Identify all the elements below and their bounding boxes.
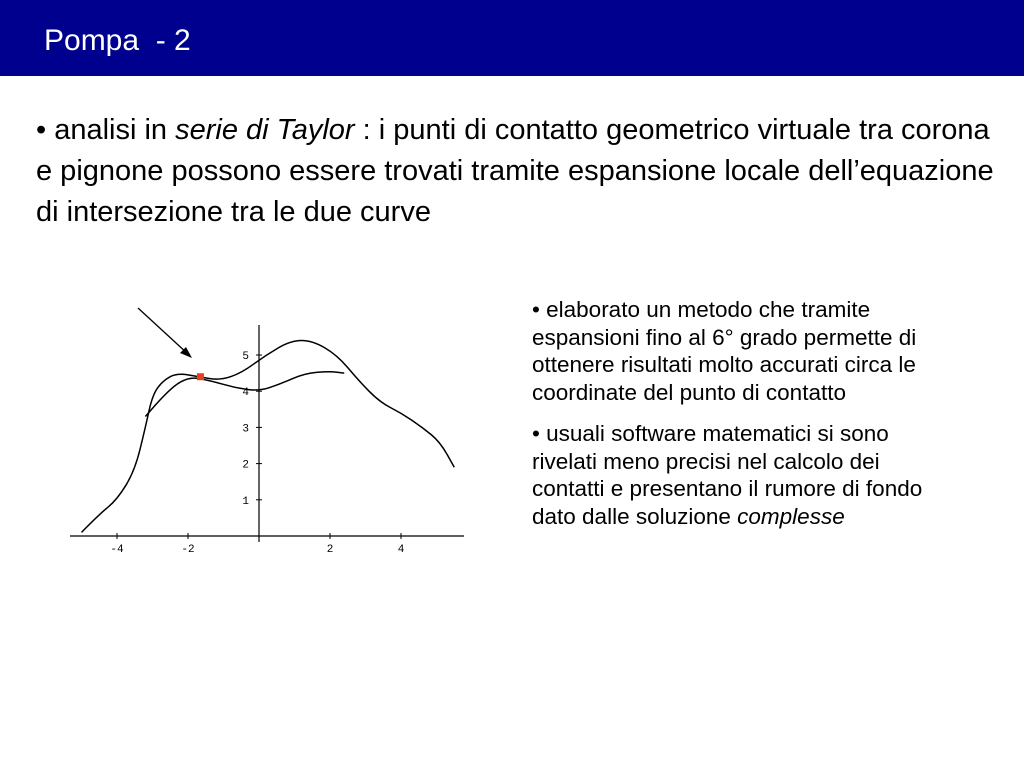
y-tick-label: 5	[242, 351, 249, 363]
bullet-glyph: •	[532, 297, 540, 322]
main-bullet-post: : i punti di contatto geometrico virtuale tra corona e pignone possono essere trovati tramite espansione locale dell’equazione di intersezione tra le due curve	[36, 114, 994, 228]
bullet-glyph: •	[36, 114, 47, 146]
y-tick-label: 2	[242, 459, 249, 472]
main-bullet	[36, 110, 1011, 233]
side-bullet-2-text: usuali software matematici si sono rivelati meno precisi nel calcolo dei contatti e presentano il rumore di fondo dato dalle soluzione	[532, 421, 923, 529]
y-tick-label: 1	[242, 495, 249, 508]
x-tick-label: -4	[110, 544, 124, 556]
side-bullet-2-italic: complesse	[737, 503, 845, 529]
y-tick-label: 4	[242, 387, 249, 400]
x-tick-label: -2	[181, 544, 195, 556]
curves	[82, 341, 455, 533]
bullet-glyph: •	[532, 421, 540, 446]
taylor-plot	[60, 295, 480, 560]
side-bullet-2	[532, 420, 952, 530]
x-tick-label: 4	[397, 544, 405, 556]
annotation-arrow	[138, 308, 188, 354]
main-bullet-italic: serie di Taylor	[175, 114, 355, 146]
side-bullet-1	[532, 296, 952, 406]
slide-title: Pompa - 2	[44, 24, 191, 57]
main-bullet-pre: analisi in	[46, 114, 176, 146]
side-bullet-1-text: elaborato un metodo che tramite espansioni fino al 6° grado permette di ottenere risultati molto accurati circa le coordinate del punto di contatto	[532, 297, 917, 405]
side-bullets	[532, 296, 952, 544]
curve-1	[82, 341, 455, 533]
contact-point-marker	[197, 373, 204, 380]
y-tick-label: 3	[242, 423, 249, 436]
title-bar	[0, 0, 1024, 76]
x-tick-label: 2	[326, 544, 334, 556]
